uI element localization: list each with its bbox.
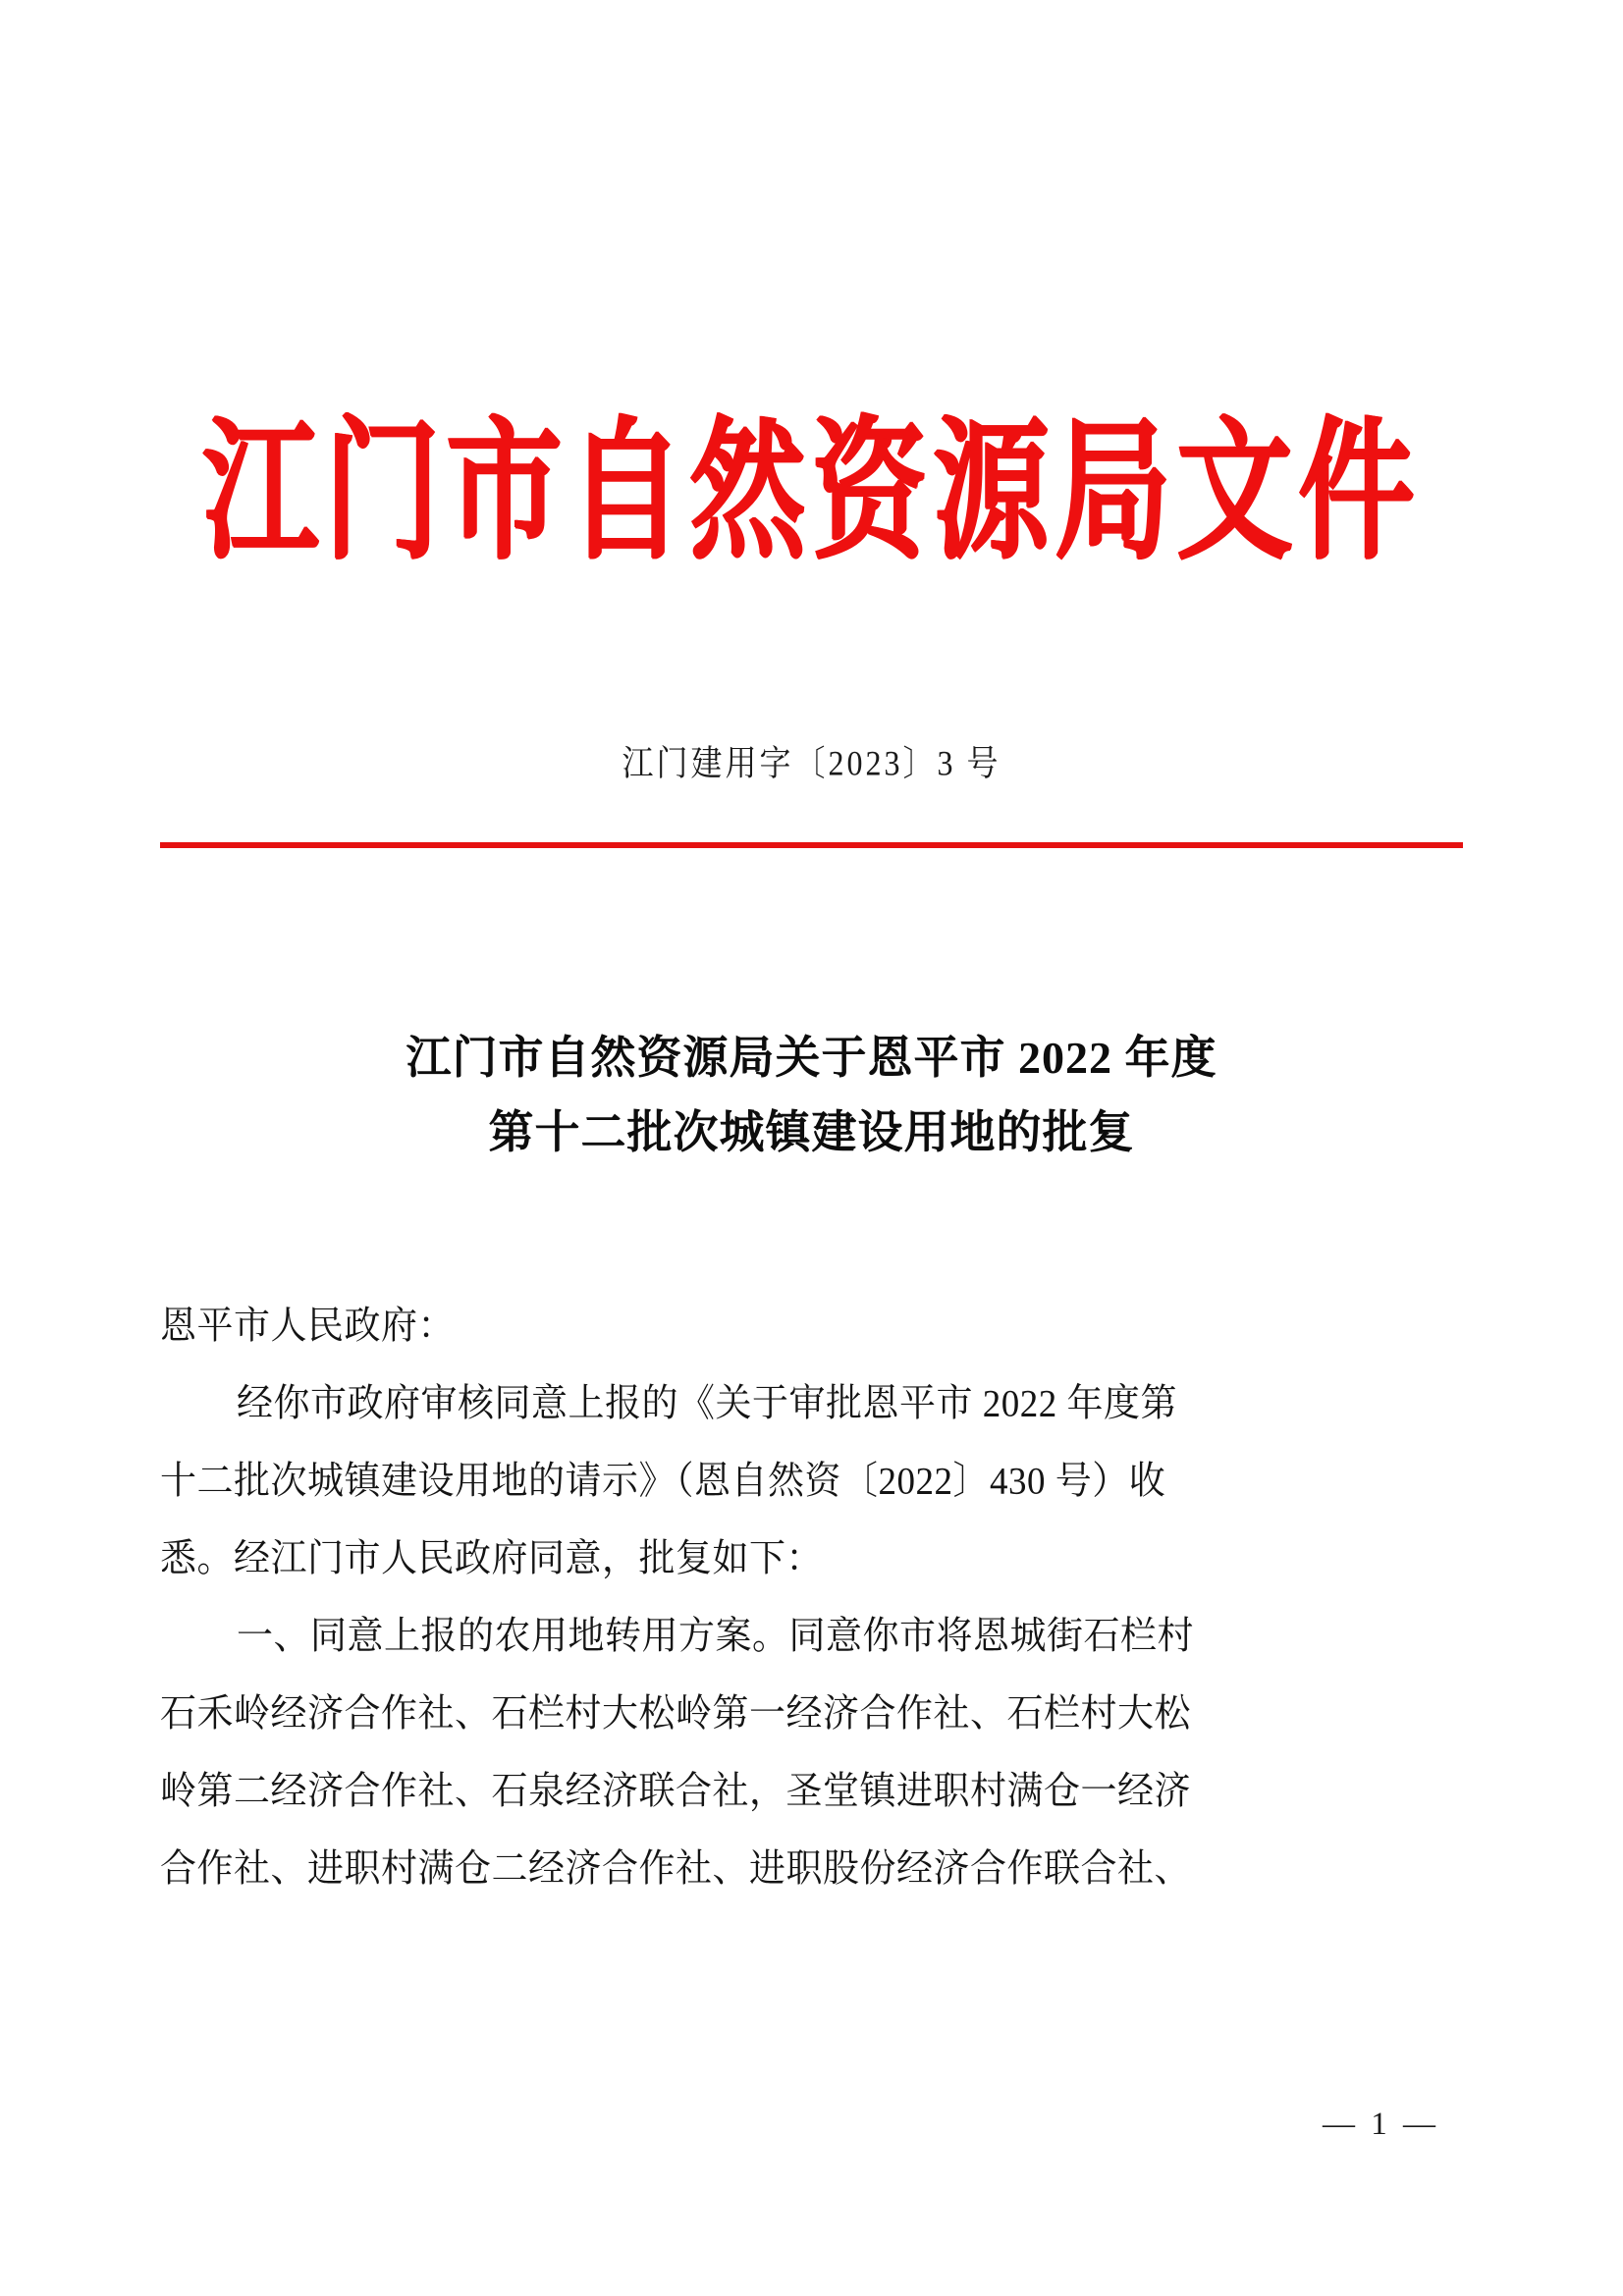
document-body: [160, 1288, 1463, 1908]
paragraph-intro-line-3: 悉。经江门市人民政府同意，批复如下：: [160, 1537, 823, 1581]
paragraph-item-one-line-2: 石禾岭经济合作社、石栏村大松岭第一经济合作社、石栏村大松: [160, 1692, 1191, 1736]
letterhead-red-rule: [160, 842, 1463, 848]
document-title-line-1: 江门市自然资源局关于恩平市 2022 年度: [406, 1033, 1217, 1083]
salutation: 恩平市人民政府：: [160, 1305, 455, 1349]
document-title: [160, 1021, 1463, 1170]
paragraph-item-one-line-4: 合作社、进职村满仓二经济合作社、进职股份经济合作联合社、: [160, 1847, 1191, 1892]
paragraph-intro-line-2: 十二批次城镇建设用地的请示》（恩自然资〔2022〕430 号）收: [160, 1460, 1166, 1504]
document-title-line-2: 第十二批次城镇建设用地的批复: [488, 1107, 1135, 1157]
paragraph-item-one-line-3: 岭第二经济合作社、石泉经济联合社，圣堂镇进职村满仓一经济: [160, 1770, 1191, 1814]
paragraph-item-one-line-1: 一、同意上报的农用地转用方案。同意你市将恩城街石栏村: [237, 1615, 1194, 1659]
document-number: 江门建用字〔2023〕3 号: [622, 743, 1001, 783]
organization-title: 江门市自然资源局文件: [202, 407, 1421, 578]
page-number: — 1 —: [1323, 2107, 1439, 2142]
letterhead: [0, 0, 1623, 578]
paragraph-intro-line-1: 经你市政府审核同意上报的《关于审批恩平市 2022 年度第: [237, 1382, 1177, 1426]
